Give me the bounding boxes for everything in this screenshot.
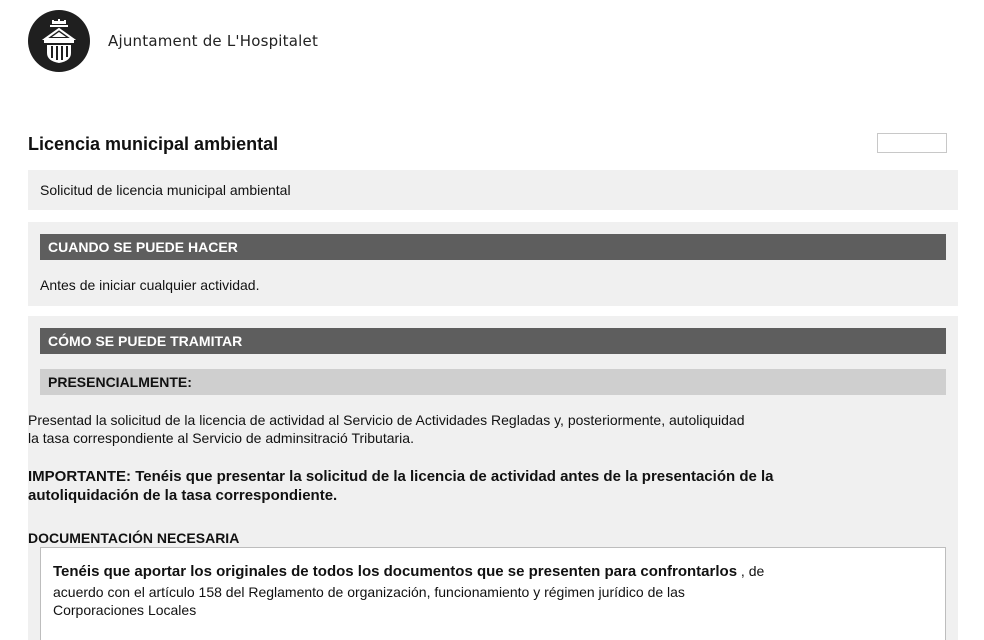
in-person-subheading: PRESENCIALMENTE: <box>40 369 946 395</box>
section-when-text: Antes de iniciar cualquier actividad. <box>40 277 260 293</box>
documentation-box <box>40 547 946 640</box>
documentation-heading: DOCUMENTACIÓN NECESARIA <box>28 530 240 546</box>
documentation-continuation: , de <box>737 563 765 579</box>
in-person-paragraph-line1: Presentad la solicitud de la licencia de actividad al Servicio de Actividades Regladas y, posteriormente, autoliquidad <box>28 412 745 428</box>
header <box>28 10 318 72</box>
in-person-paragraph-line2: la tasa correspondiente al Servicio de adminsitració Tributaria. <box>28 430 414 446</box>
page-title: Licencia municipal ambiental <box>28 134 279 154</box>
important-note-line2: autoliquidación de la tasa correspondiente. <box>28 487 338 504</box>
organization-name: Ajuntament de L'Hospitalet <box>108 32 319 50</box>
section-how-heading: CÓMO SE PUEDE TRAMITAR <box>40 328 946 354</box>
municipal-crest-icon[interactable] <box>28 10 90 72</box>
section-when-heading: CUANDO SE PUEDE HACER <box>40 234 946 260</box>
summary-text: Solicitud de licencia municipal ambiental <box>40 182 291 198</box>
documentation-line3: Corporaciones Locales <box>53 602 197 618</box>
title-side-box <box>877 133 947 153</box>
important-note-line1: IMPORTANTE: Tenéis que presentar la solicitud de la licencia de actividad antes de la presentación de la <box>28 468 774 485</box>
documentation-line2: acuerdo con el artículo 158 del Reglamento de organización, funcionamiento y régimen jurídico de las <box>53 584 685 600</box>
documentation-emphasis: Tenéis que aportar los originales de todos los documentos que se presenten para confrontarlos <box>53 563 738 580</box>
summary-panel <box>28 170 958 210</box>
documentation-line1 <box>53 563 764 580</box>
